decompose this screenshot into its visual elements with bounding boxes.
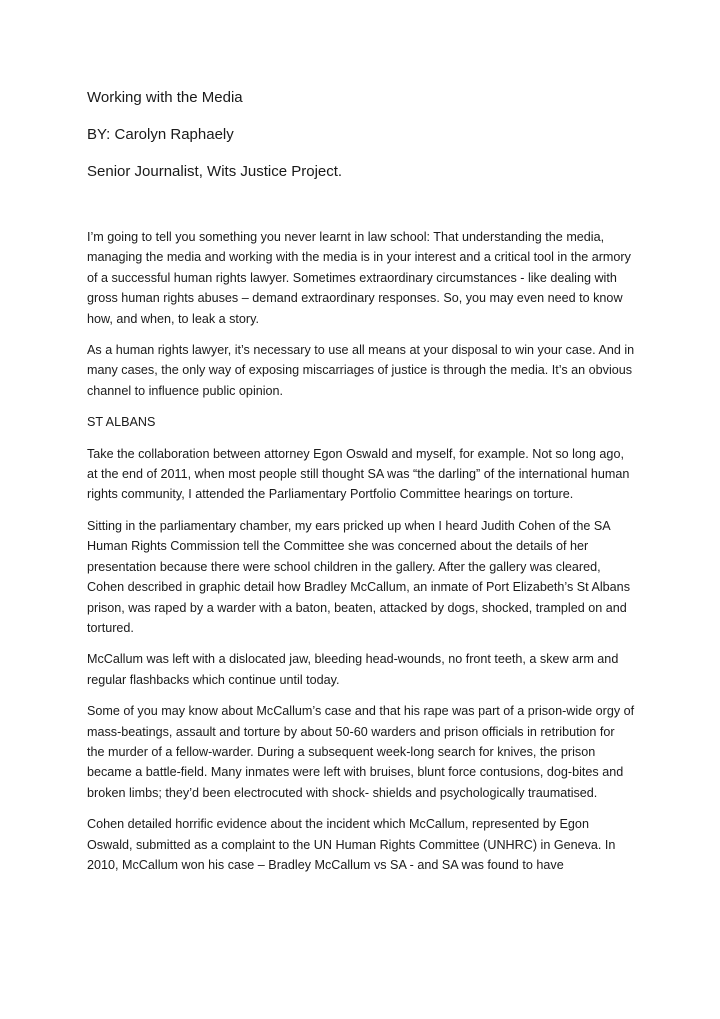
- paragraph-unhrc-complaint: Cohen detailed horrific evidence about the incident which McCallum, represented by Egon Oswald, submitted as a complaint to the UN Human Rights Committee (UNHRC) in Geneva. In 2010, McCallum won his case – Bradley McCallum vs SA - and SA was found to have: [87, 817, 616, 872]
- document-title: Working with the Media: [87, 89, 243, 106]
- paragraph-collaboration: Take the collaboration between attorney Egon Oswald and myself, for example. Not so long ago, at the end of 2011, when most people still thought SA was “the darling” of the international human rights community, I attended the Parliamentary Portfolio Committee hearings on torture.: [87, 446, 630, 502]
- paragraph-prison-wide-assault: Some of you may know about McCallum’s case and that his rape was part of a prison-wide orgy of mass-beatings, assault and torture by about 50-60 warders and prison officials in retribution for the murder of a fellow-warder. During a subsequent week-long search for knives, the prison became a battle-field. Many inmates were left with bruises, blunt force contusions, dog-bites and broken limbs; they’d been electrocuted with shock- shields and psychologically traumatised.: [87, 704, 635, 800]
- paragraph-intro: I’m going to tell you something you never learnt in law school: That understanding the media, managing the media and working with the media is in your interest and a critical tool in the armory of a successful human rights lawyer. Sometimes extraordinary circumstances - like dealing with gross human rights abuses – demand extraordinary responses. So, you may even need to know how, and when, to leak a story.: [87, 230, 631, 326]
- document-header: [87, 88, 647, 199]
- paragraph-media-channel: As a human rights lawyer, it’s necessary to use all means at your disposal to win your case. And in many cases, the only way of exposing miscarriages of justice is through the media. It’s an obvious channel to influence public opinion.: [87, 343, 635, 398]
- document-body: [87, 227, 635, 886]
- paragraph-injuries: McCallum was left with a dislocated jaw, bleeding head-wounds, no front teeth, a skew arm and regular flashbacks which continue until today.: [87, 652, 619, 687]
- author-byline: BY: Carolyn Raphaely: [87, 126, 234, 143]
- author-position: Senior Journalist, Wits Justice Project.: [87, 163, 343, 180]
- section-heading-st-albans: ST ALBANS: [87, 415, 156, 430]
- paragraph-parliamentary-chamber: Sitting in the parliamentary chamber, my ears pricked up when I heard Judith Cohen of the SA Human Rights Commission tell the Committee she was concerned about the details of her presentation because there were school children in the gallery. After the gallery was cleared, Cohen described in graphic detail how Bradley McCallum, an inmate of Port Elizabeth’s St Albans prison, was raped by a warder with a baton, beaten, attacked by dogs, shocked, trampled on and tortured.: [87, 518, 630, 635]
